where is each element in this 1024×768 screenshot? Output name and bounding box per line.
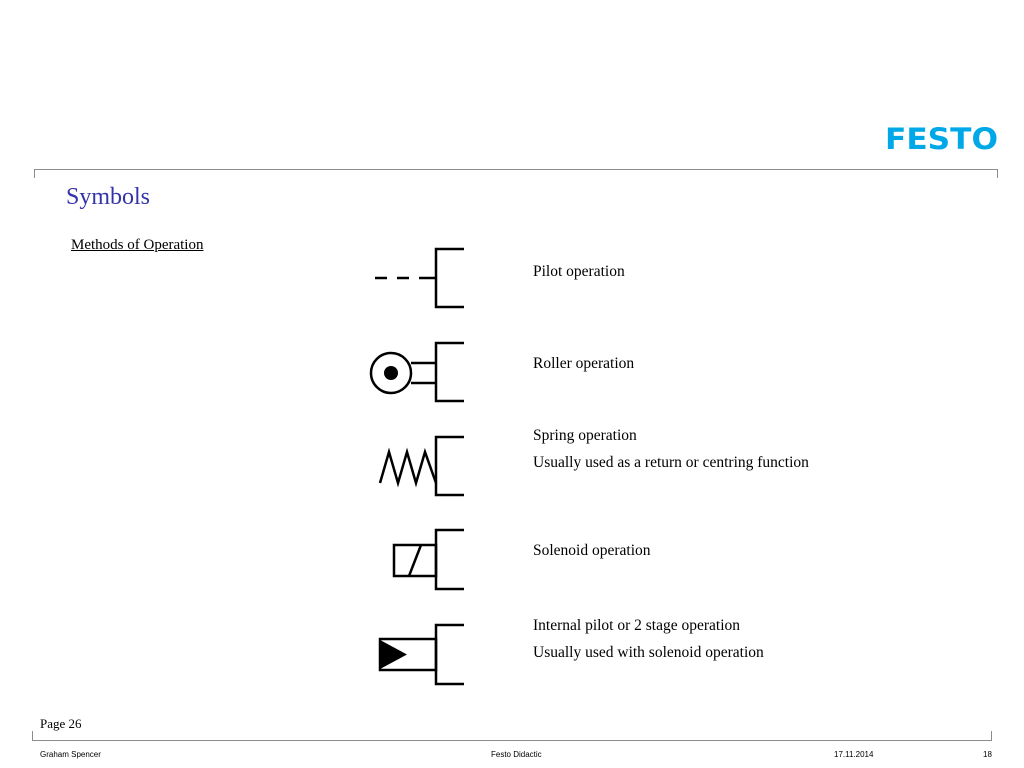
footer-author: Graham Spencer [40, 750, 101, 759]
solenoid-operation-label [533, 537, 651, 564]
internal-pilot-operation-icon [380, 625, 464, 684]
pilot-operation-icon [375, 249, 464, 307]
internal-pilot-operation-label [533, 612, 764, 666]
solenoid-operation-title: Solenoid operation [533, 542, 651, 559]
festo-logo-graphic [885, 124, 999, 152]
slide-title: Symbols [66, 184, 151, 210]
internal-pilot-operation-title: Internal pilot or 2 stage operation [533, 617, 741, 634]
internal-pilot-operation-description: Usually used with solenoid operation [533, 644, 764, 661]
spring-operation-icon [380, 437, 464, 495]
pilot-operation-label [533, 258, 625, 285]
solenoid-operation-icon [394, 530, 464, 589]
slide-subtitle: Methods of Operation [71, 237, 204, 253]
footer-date: 17.11.2014 [834, 750, 874, 759]
footer-company: Festo Didactic [491, 750, 542, 759]
festo-logo [885, 124, 999, 152]
page-reference: Page 26 [40, 716, 82, 731]
spring-operation-label [533, 422, 809, 476]
pilot-operation-title: Pilot operation [533, 263, 625, 280]
footer-slide-number: 18 [983, 750, 992, 759]
roller-operation-label [533, 350, 634, 377]
footer-divider [32, 731, 992, 741]
header-divider [34, 169, 998, 178]
spring-operation-title: Spring operation [533, 427, 637, 444]
svg-text:FESTO: FESTO [885, 124, 998, 152]
spring-operation-description: Usually used as a return or centring function [533, 454, 809, 471]
roller-operation-icon [371, 343, 464, 401]
operation-symbols [360, 240, 480, 700]
roller-operation-title: Roller operation [533, 355, 635, 372]
